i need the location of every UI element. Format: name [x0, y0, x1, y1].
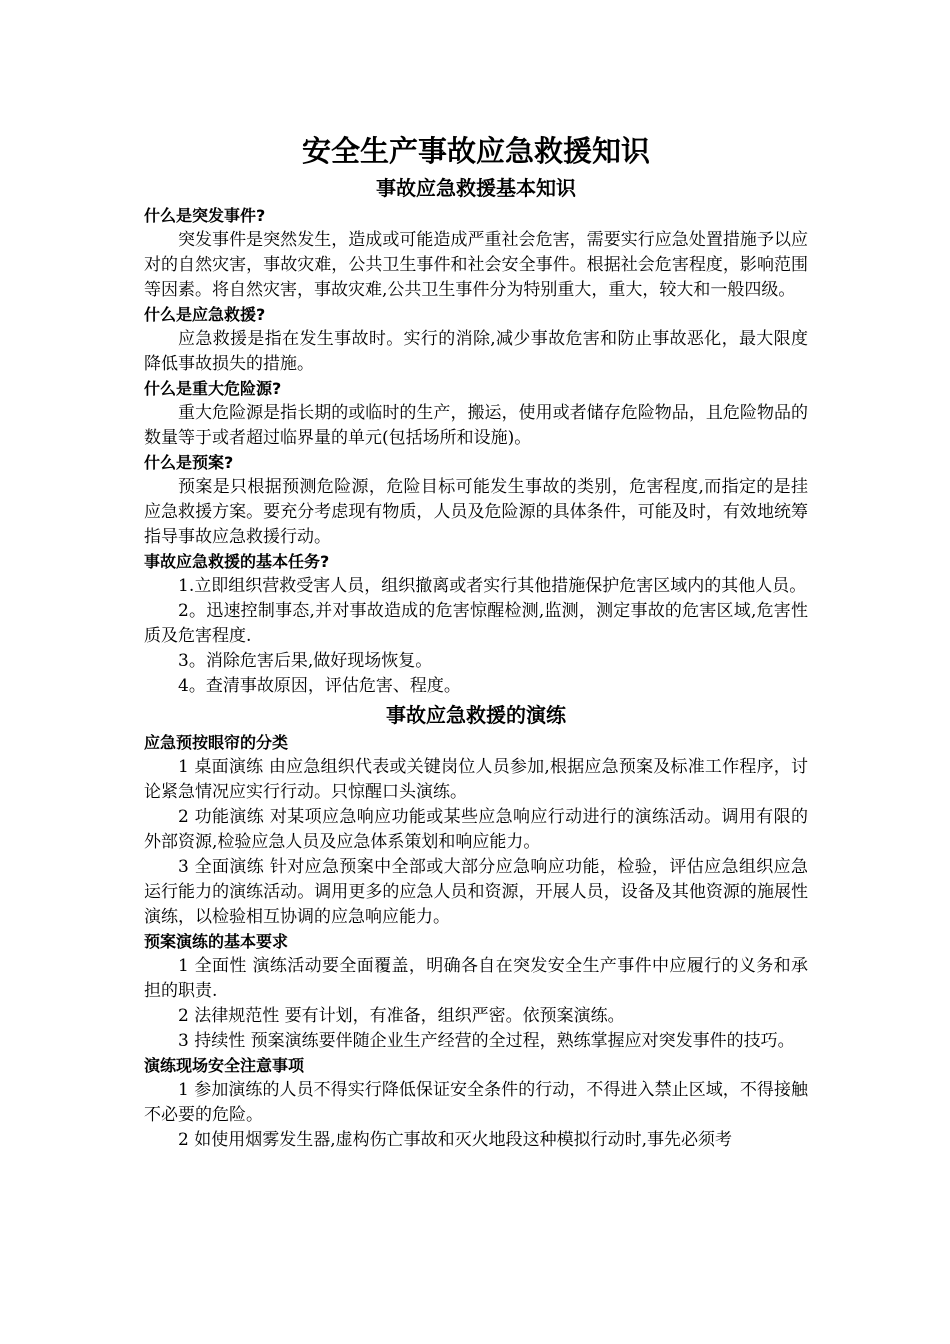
task-item: 4。查清事故原因，评估危害、程度。 — [178, 676, 461, 696]
safety-note-item: 1 参加演练的人员不得实行降低保证安全条件的行动，不得进入禁止区域，不得接触不必要的危险。 — [144, 1080, 808, 1125]
section-heading-drills: 事故应急救援的演练 — [386, 703, 566, 727]
requirement-item: 1 全面性 演练活动要全面覆盖，明确各自在突发安全生产事件中应履行的义务和承担的职责. — [144, 956, 808, 1001]
question-heading: 事故应急救援的基本任务? — [144, 552, 330, 571]
answer-paragraph: 重大危险源是指长期的或临时的生产，搬运，使用或者储存危险物品，且危险物品的数量等于或者超过临界量的单元(包括场所和设施)。 — [144, 403, 808, 448]
task-item: 1.立即组织营救受害人员，组织撤离或者实行其他措施保护危害区域内的其他人员。 — [178, 576, 807, 596]
requirement-item: 2 法律规范性 要有计划，有准备，组织严密。依预案演练。 — [178, 1006, 625, 1026]
drill-type-item: 1 桌面演练 由应急组织代表或关键岗位人员参加,根据应急预案及标准工作程序，讨论紧急情况应实行行动。只惊醒口头演练。 — [144, 757, 808, 802]
answer-paragraph: 应急救援是指在发生事故时。实行的消除,减少事故危害和防止事故恶化，最大限度降低事故损失的措施。 — [144, 329, 808, 374]
question-heading: 什么是重大危险源? — [144, 379, 282, 398]
question-heading: 什么是应急救援? — [144, 305, 266, 324]
task-item: 3。消除危害后果,做好现场恢复。 — [178, 651, 433, 671]
answer-paragraph: 预案是只根据预测危险源，危险目标可能发生事故的类别，危害程度,而指定的是挂应急救援方案。要充分考虑现有物质，人员及危险源的具体条件，可能及时，有效地统筹指导事故应急救援行动。 — [144, 477, 808, 547]
answer-paragraph: 突发事件是突然发生，造成或可能造成严重社会危害，需要实行应急处置措施予以应对的自然灾害，事故灾难，公共卫生事件和社会安全事件。根据社会危害程度，影响范围等因素。将自然灾害，事故灾难,公共卫生事件分为特别重大，重大，较大和一般四级。 — [144, 230, 808, 300]
section-heading-basics: 事故应急救援基本知识 — [376, 176, 576, 200]
requirement-item: 3 持续性 预案演练要伴随企业生产经营的全过程，熟练掌握应对突发事件的技巧。 — [178, 1031, 795, 1051]
drill-type-item: 2 功能演练 对某项应急响应功能或某些应急响应行动进行的演练活动。调用有限的外部资源,检验应急人员及应急体系策划和响应能力。 — [144, 807, 808, 852]
drill-type-item: 3 全面演练 针对应急预案中全部或大部分应急响应功能，检验，评估应急组织应急运行能力的演练活动。调用更多的应急人员和资源，开展人员，设备及其他资源的施展性演练，以检验相互协调的应急响应能力。 — [144, 857, 808, 927]
question-heading: 什么是预案? — [144, 453, 234, 472]
subsection-heading: 应急预按眼帘的分类 — [144, 733, 289, 752]
subsection-heading: 演练现场安全注意事项 — [144, 1056, 305, 1075]
question-heading: 什么是突发事件? — [144, 206, 266, 225]
safety-note-item: 2 如使用烟雾发生器,虚构伤亡事故和灭火地段这种模拟行动时,事先必须考 — [178, 1130, 733, 1150]
subsection-heading: 预案演练的基本要求 — [144, 932, 289, 951]
document-title: 安全生产事故应急救援知识 — [301, 134, 650, 168]
task-item: 2。迅速控制事态,并对事故造成的危害惊醒检测,监测，测定事故的危害区域,危害性质及危害程度. — [144, 601, 808, 646]
document-body — [144, 130, 808, 1155]
